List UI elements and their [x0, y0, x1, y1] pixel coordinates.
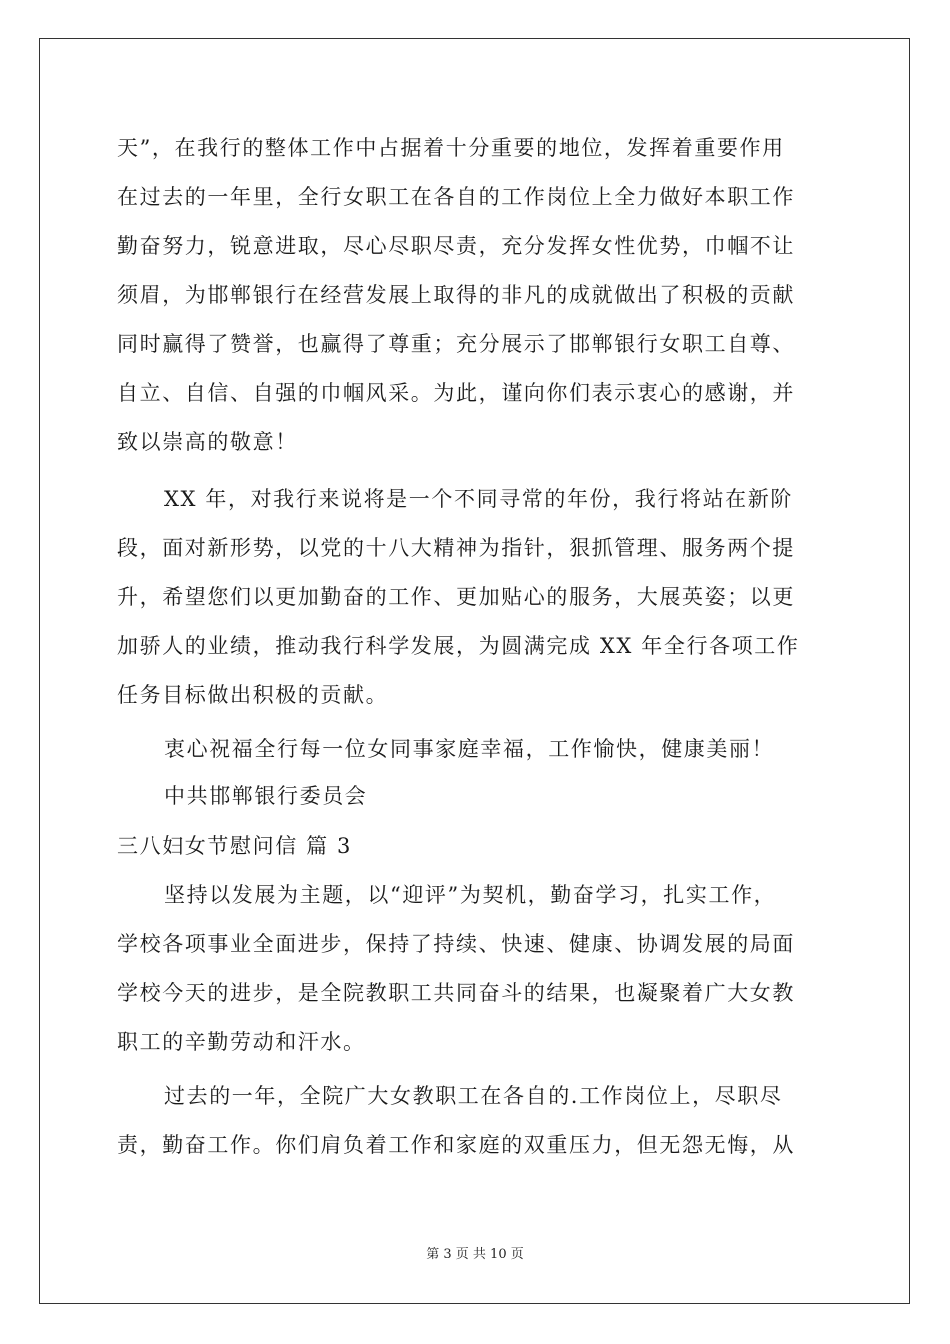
paragraph-line: 升，希望您们以更加勤奋的工作、更加贴心的服务，大展英姿；以更 [117, 585, 795, 609]
signature-line: 中共邯郸银行委员会 [164, 784, 368, 808]
paragraph-line: 自立、自信、自强的巾帼风采。为此，谨向你们表示衷心的感谢，并 [117, 381, 795, 405]
paragraph-line: 坚持以发展为主题，以“迎评”为契机，勤奋学习，扎实工作， [164, 883, 777, 907]
paragraph-line: 过去的一年，全院广大女教职工在各自的.工作岗位上，尽职尽 [164, 1084, 783, 1108]
paragraph-line: 段，面对新形势，以党的十八大精神为指针，狠抓管理、服务两个提 [117, 536, 795, 560]
section-heading: 三八妇女节慰问信 篇 3 [117, 834, 352, 858]
paragraph-line: 任务目标做出积极的贡献。 [117, 683, 389, 707]
paragraph-line: 勤奋努力，锐意进取，尽心尽职尽责，充分发挥女性优势，巾帼不让 [117, 234, 795, 258]
paragraph-line: 同时赢得了赞誉，也赢得了尊重；充分展示了邯郸银行女职工自尊、 [117, 332, 795, 356]
paragraph-line: XX 年，对我行来说将是一个不同寻常的年份，我行将站在新阶 [164, 487, 793, 511]
paragraph-line: 须眉，为邯郸银行在经营发展上取得的非凡的成就做出了积极的贡献 [117, 283, 795, 307]
paragraph-line: 学校各项事业全面进步，保持了持续、快速、健康、协调发展的局面 [117, 932, 795, 956]
paragraph-line: 学校今天的进步，是全院教职工共同奋斗的结果，也凝聚着广大女教 [117, 981, 795, 1005]
paragraph-line: 天”，在我行的整体工作中占据着十分重要的地位，发挥着重要作用 [117, 136, 785, 160]
paragraph-line: 职工的辛勤劳动和汗水。 [117, 1030, 366, 1054]
paragraph-line: 致以崇高的敬意！ [117, 430, 298, 454]
blessing-line: 衷心祝福全行每一位女同事家庭幸福，工作愉快，健康美丽！ [164, 737, 775, 761]
paragraph-line: 责，勤奋工作。你们肩负着工作和家庭的双重压力，但无怨无悔，从 [117, 1133, 795, 1157]
paragraph-line: 加骄人的业绩，推动我行科学发展，为圆满完成 XX 年全行各项工作 [117, 634, 800, 658]
page-number-footer: 第 3 页 共 10 页 [426, 1247, 524, 1262]
paragraph-line: 在过去的一年里，全行女职工在各自的工作岗位上全力做好本职工作 [117, 185, 795, 209]
